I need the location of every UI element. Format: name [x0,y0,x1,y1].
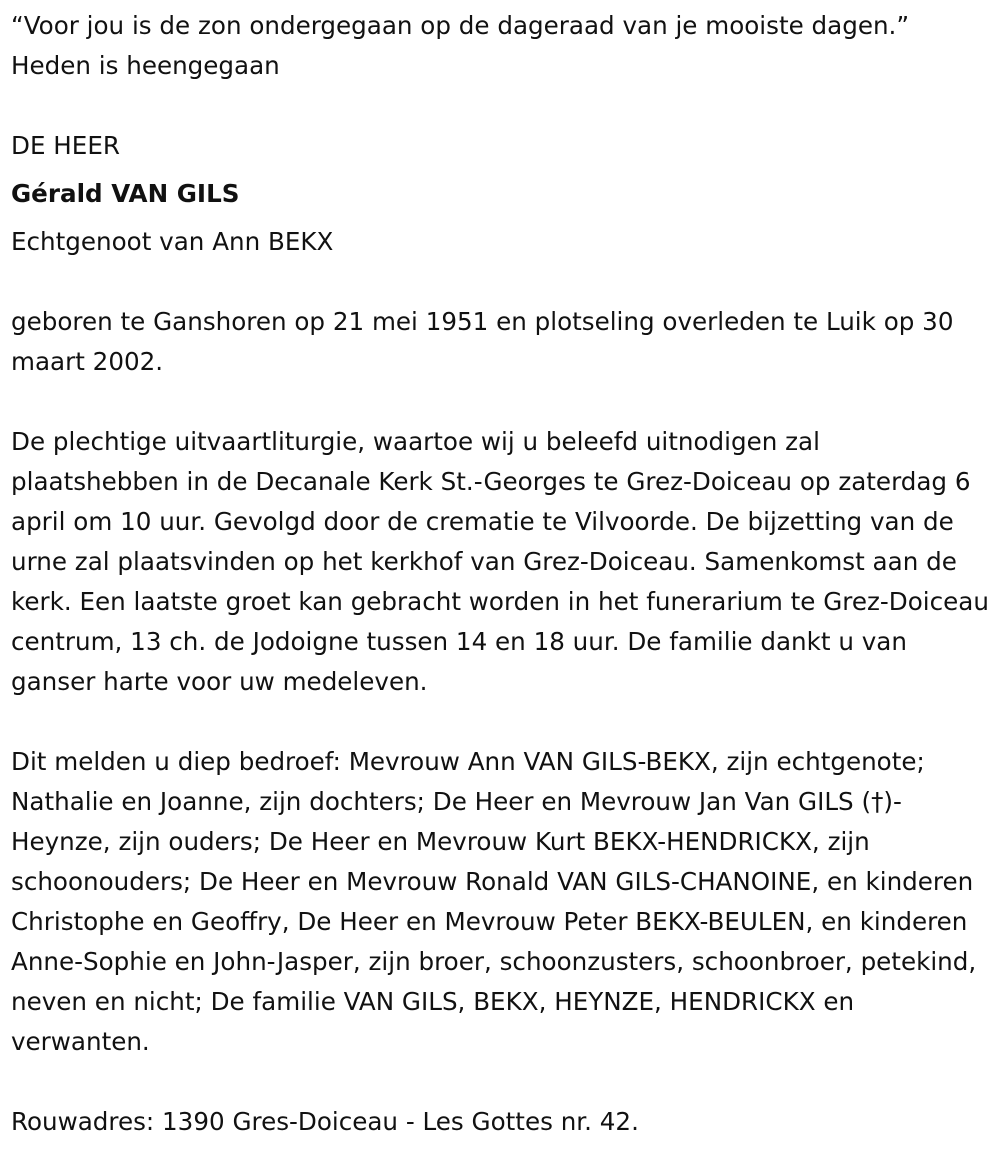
funeral-paragraph: De plechtige uitvaartliturgie, waartoe wij u beleefd uitnodigen zal plaatshebben in de Decanale Kerk St.-Georges te Grez-Doiceau op zaterdag 6 april om 10 uur. Gevolgd door de crematie te Vilvoorde. De bijzetting van de urne zal plaatsvinden op het kerkhof van Grez-Doiceau. Samenkomst aan de kerk. Een laatste groet kan gebracht worden in het funerarium te Grez-Doiceau centrum, 13 ch. de Jodoigne tussen 14 en 18 uur. De familie dankt u van ganser harte voor uw medeleven. [11,427,989,696]
spouse-line: Echtgenoot van Ann BEKX [11,227,334,256]
honorific-title: DE HEER [11,131,120,160]
spacer [11,86,991,126]
spacer [11,262,991,302]
memorial-quote: “Voor jou is de zon ondergegaan op de dageraad van je mooiste dagen.” [11,11,910,40]
intro-text: Heden is heengegaan [11,51,280,80]
spacer [11,382,991,422]
spacer [11,1062,991,1102]
spacer [11,702,991,742]
mourners-paragraph: Dit melden u diep bedroef: Mevrouw Ann VAN GILS-BEKX, zijn echtgenote; Nathalie en Joanne, zijn dochters; De Heer en Mevrouw Jan Van GILS (†)-Heynze, zijn ouders; De Heer en Mevrouw Kurt BEKX-HENDRICKX, zijn schoonouders; De Heer en Mevrouw Ronald VAN GILS-CHANOINE, en kinderen Christophe en Geoffry, De Heer en Mevrouw Peter BEKX-BEULEN, en kinderen Anne-Sophie en John-Jasper, zijn broer, schoonzusters, schoonbroer, petekind, neven en nicht; De familie VAN GILS, BEKX, HEYNZE, HENDRICKX en verwanten. [11,747,977,1056]
obituary-notice [11,6,991,1142]
deceased-name: Gérald VAN GILS [11,179,240,208]
birth-death-paragraph: geboren te Ganshoren op 21 mei 1951 en plotseling overleden te Luik op 30 maart 2002. [11,307,954,376]
mourning-address: Rouwadres: 1390 Gres-Doiceau - Les Gottes nr. 42. [11,1107,639,1136]
